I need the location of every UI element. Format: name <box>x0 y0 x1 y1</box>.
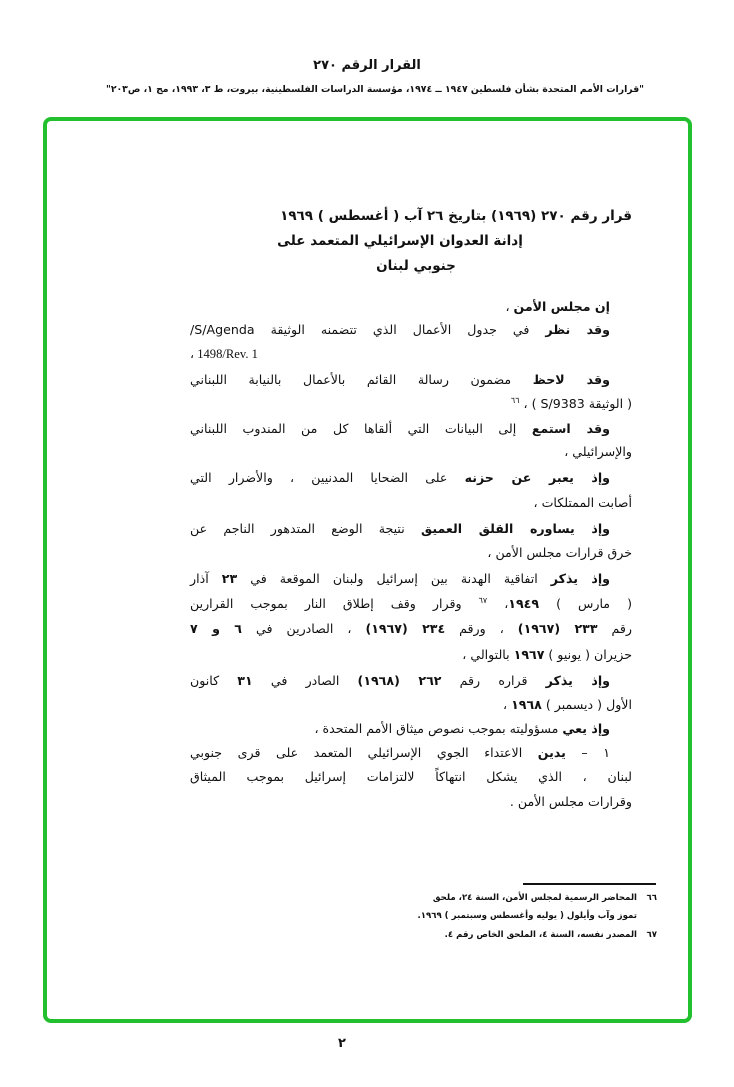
text-segment: حزيران ( يونيو ) <box>544 647 632 662</box>
footnote-divider <box>523 883 656 885</box>
bold-phrase: وإذ يساوره القلق العميق <box>421 521 610 536</box>
text-segment: قراره رقم <box>441 673 546 688</box>
text-segment: الأول ( ديسمبر ) <box>541 697 632 712</box>
footnote-reference[interactable]: ٦٧ <box>478 596 488 605</box>
bold-phrase: وقد لاحظ <box>532 372 610 387</box>
text-segment: مضمون رسالة القائم بالأعمال بالنيابة اللبناني <box>190 372 533 387</box>
text-segment: ، <box>503 697 512 712</box>
text-segment: في جدول الأعمال الذي تتضمنه الوثيقة S/Agenda/ <box>190 322 546 337</box>
bold-phrase: يدين <box>537 745 566 760</box>
document-title: القرار الرقم ٢٧٠ <box>313 58 421 73</box>
body-line <box>190 470 632 485</box>
text-segment: وقرار وقف إطلاق النار بموجب القرارين <box>190 596 479 612</box>
footnote-number: ٦٧ <box>646 930 657 940</box>
body-line <box>190 299 632 314</box>
text-segment: اتفاقية الهدنة بين إسرائيل ولبنان الموقعة في <box>237 571 551 586</box>
text-segment: أصابت الممتلكات ، <box>533 495 632 510</box>
bold-phrase: ٦ و ٧ <box>190 621 242 636</box>
text-segment: نتيجة الوضع المتدهور الناجم عن <box>190 521 421 536</box>
bold-phrase: وإذ يذكر <box>550 571 610 586</box>
bold-phrase: إن مجلس الأمن <box>513 299 610 314</box>
bold-phrase: ٢٣٣ (١٩٦٧) <box>517 621 598 636</box>
body-line <box>190 596 632 611</box>
content-frame <box>43 117 692 1023</box>
source-citation: "قرارات الأمم المتحدة بشأن فلسطين ١٩٤٧ ــ ١٩٧٤، مؤسسة الدراسات الفلسطينية، بيروت، ط ٣، ١٩٩٣، مج ١، ص٢٠٣" <box>105 84 644 95</box>
text-segment: ( الوثيقة S/9383 ) ، <box>519 396 632 412</box>
bold-phrase: وإذ يعي <box>562 721 610 736</box>
text-segment: ، <box>487 596 509 612</box>
text-segment: الاعتداء الجوي الإسرائيلي المتعمد على قرى جنوبي <box>190 745 538 760</box>
body-line <box>190 521 632 536</box>
text-segment: لبنان ، الذي يشكل انتهاكاً لالتزامات إسرائيل بموجب الميثاق <box>190 769 632 784</box>
body-line <box>190 769 632 784</box>
bold-phrase: ١٩٦٨ <box>511 697 542 712</box>
body-line <box>190 396 632 411</box>
text-segment: وقرارات مجلس الأمن . <box>509 794 632 809</box>
footnote <box>433 893 657 903</box>
bold-phrase: ١٩٤٩ <box>508 596 540 612</box>
text-segment: ، 1498/Rev. 1 <box>190 347 258 361</box>
bold-phrase: ١٩٦٧ <box>513 647 545 662</box>
body-line <box>190 372 632 387</box>
footnote <box>417 911 657 921</box>
footnote-text: تموز وآب وأيلول ( يوليه وأغسطس وسبتمبر ) ١٩٦٩. <box>417 911 637 921</box>
text-segment: على الضحايا المدنيين ، والأضرار التي <box>190 470 465 485</box>
footnote-text: المصدر نفسه، السنة ٤، الملحق الخاص رقم ٤. <box>444 930 637 940</box>
bold-phrase: ٢٦٢ (١٩٦٨) <box>357 673 442 688</box>
resolution-heading: قرار رقم ٢٧٠ (١٩٦٩) بتاريخ ٢٦ آب ( أغسطس ) ١٩٦٩ <box>280 208 632 224</box>
bold-phrase: ٢٣٤ (١٩٦٧) <box>365 621 446 636</box>
body-line <box>190 495 632 510</box>
body-line <box>190 673 632 688</box>
text-segment: الصادر في <box>252 673 358 688</box>
text-segment: ، <box>505 299 514 314</box>
text-segment: مسؤوليته بموجب نصوص ميثاق الأمم المتحدة ، <box>314 721 563 736</box>
bold-phrase: وقد نظر <box>545 322 610 337</box>
body-line <box>190 621 632 636</box>
body-line <box>190 346 632 362</box>
body-line <box>190 745 632 760</box>
text-segment: ١ – <box>565 745 611 760</box>
resolution-subject: إدانة العدوان الإسرائيلي المتعمد على <box>277 233 523 249</box>
bold-phrase: ٢٣ <box>221 571 238 586</box>
body-line <box>190 545 632 560</box>
footnote-text: المحاضر الرسمية لمجلس الأمن، السنة ٢٤، ملحق <box>432 893 637 903</box>
bold-phrase: وقد استمع <box>531 421 611 436</box>
text-segment: ، الصادرين في <box>241 621 366 636</box>
resolution-subject-2: جنوبي لبنان <box>376 258 456 274</box>
body-line <box>190 421 632 436</box>
page-number: ٢ <box>338 1036 346 1051</box>
body-line <box>190 444 632 459</box>
bold-phrase: ٣١ <box>237 673 253 688</box>
text-segment: والإسرائيلي ، <box>564 444 632 459</box>
text-segment: خرق قرارات مجلس الأمن ، <box>487 545 632 560</box>
text-segment: آذار <box>190 571 222 586</box>
text-segment: ( مارس ) <box>539 596 633 612</box>
footnote <box>445 930 657 940</box>
text-segment: كانون <box>190 673 238 688</box>
text-segment: إلى البيانات التي ألقاها كل من المندوب اللبناني <box>190 421 532 436</box>
footnote-reference[interactable]: ٦٦ <box>510 396 520 405</box>
body-line <box>190 571 632 586</box>
body-line <box>190 322 632 337</box>
bold-phrase: وإذ يعبر عن حزنه <box>464 470 610 485</box>
text-segment: ، ورقم <box>445 621 518 636</box>
footnote-number: ٦٦ <box>646 893 657 903</box>
body-line <box>190 794 632 809</box>
text-segment: بالتوالي ، <box>462 647 514 662</box>
text-segment: رقم <box>597 621 632 636</box>
bold-phrase: وإذ يذكر <box>545 673 610 688</box>
body-line <box>190 647 632 662</box>
body-line <box>190 697 632 712</box>
body-line <box>190 721 632 736</box>
